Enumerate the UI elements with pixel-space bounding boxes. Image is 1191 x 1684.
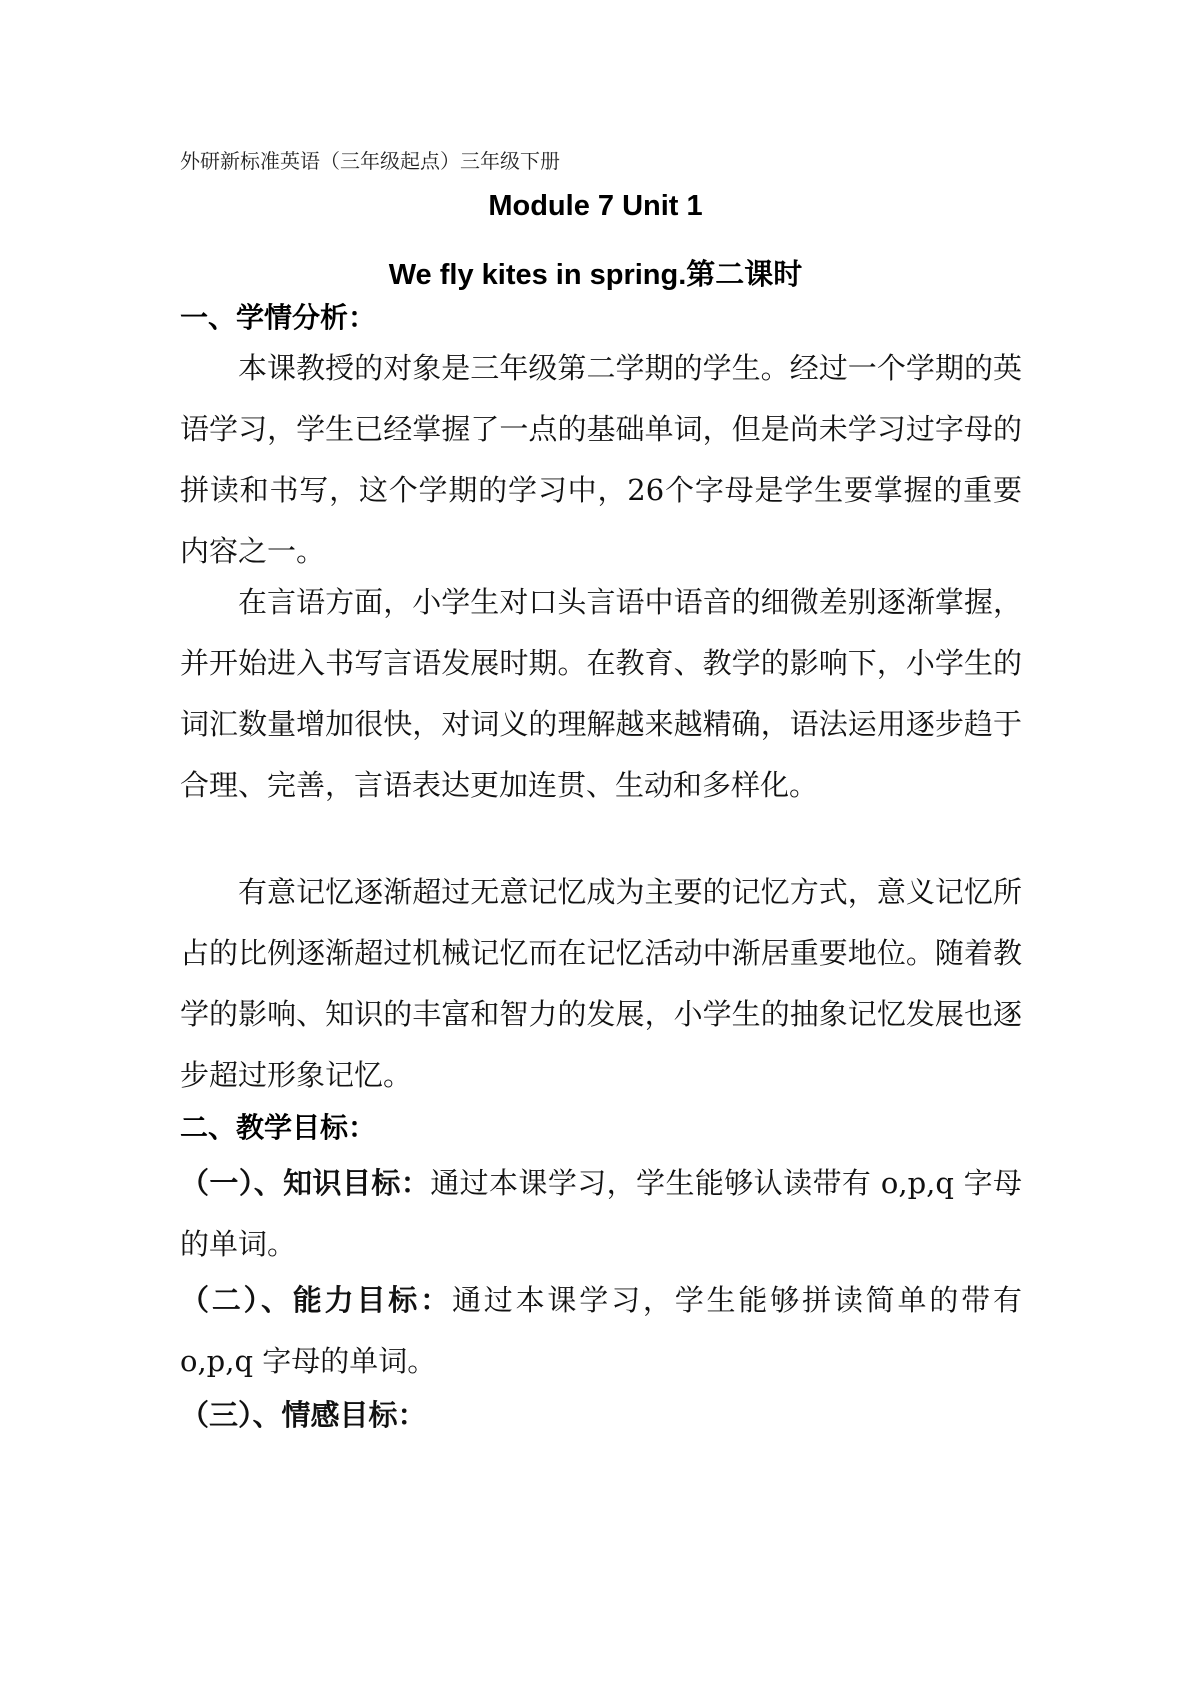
- paragraph-learner-background: 本课教授的对象是三年级第二学期的学生。经过一个学期的英语学习，学生已经掌握了一点的基础单词，但是尚未学习过字母的拼读和书写，这个学期的学习中，26个字母是学生要掌握的重要内容之一。: [180, 351, 1022, 568]
- lesson-title: We fly kites in spring.第二课时: [388, 259, 803, 291]
- emotional-objective-label: （三）、情感目标：: [180, 1398, 427, 1432]
- emotional-objective: [180, 1385, 1022, 1446]
- ability-objective-text: 通过本课学习，学生能够拼读简单的带有 o,p,q 字母的单词。: [180, 1283, 1022, 1378]
- paragraph-memory-development: 有意记忆逐渐超过无意记忆成为主要的记忆方式，意义记忆所占的比例逐渐超过机械记忆而在记忆活动中渐居重要地位。随着教学的影响、知识的丰富和智力的发展，小学生的抽象记忆发展也逐步超过形象记忆。: [180, 875, 1022, 1092]
- textbook-header: 外研新标准英语（三年级起点）三年级下册: [180, 149, 560, 173]
- ability-objective: [180, 1270, 1022, 1392]
- section-heading-teaching-objectives: 二、教学目标：: [180, 1111, 377, 1144]
- ability-objective-label: （二）、能力目标：: [180, 1283, 452, 1317]
- section-heading-learner-analysis: 一、学情分析：: [180, 301, 377, 334]
- module-title: Module 7 Unit 1: [488, 190, 703, 222]
- paragraph-language-development: 在言语方面，小学生对口头言语中语音的细微差别逐渐掌握，并开始进入书写言语发展时期。在教育、教学的影响下，小学生的词汇数量增加很快，对词义的理解越来越精确，语法运用逐步趋于合理、完善，言语表达更加连贯、生动和多样化。: [180, 585, 1022, 802]
- knowledge-objective: [180, 1153, 1022, 1275]
- knowledge-objective-label: （一）、知识目标：: [180, 1166, 431, 1200]
- knowledge-objective-text: 通过本课学习，学生能够认读带有 o,p,q 字母的单词。: [180, 1166, 1022, 1261]
